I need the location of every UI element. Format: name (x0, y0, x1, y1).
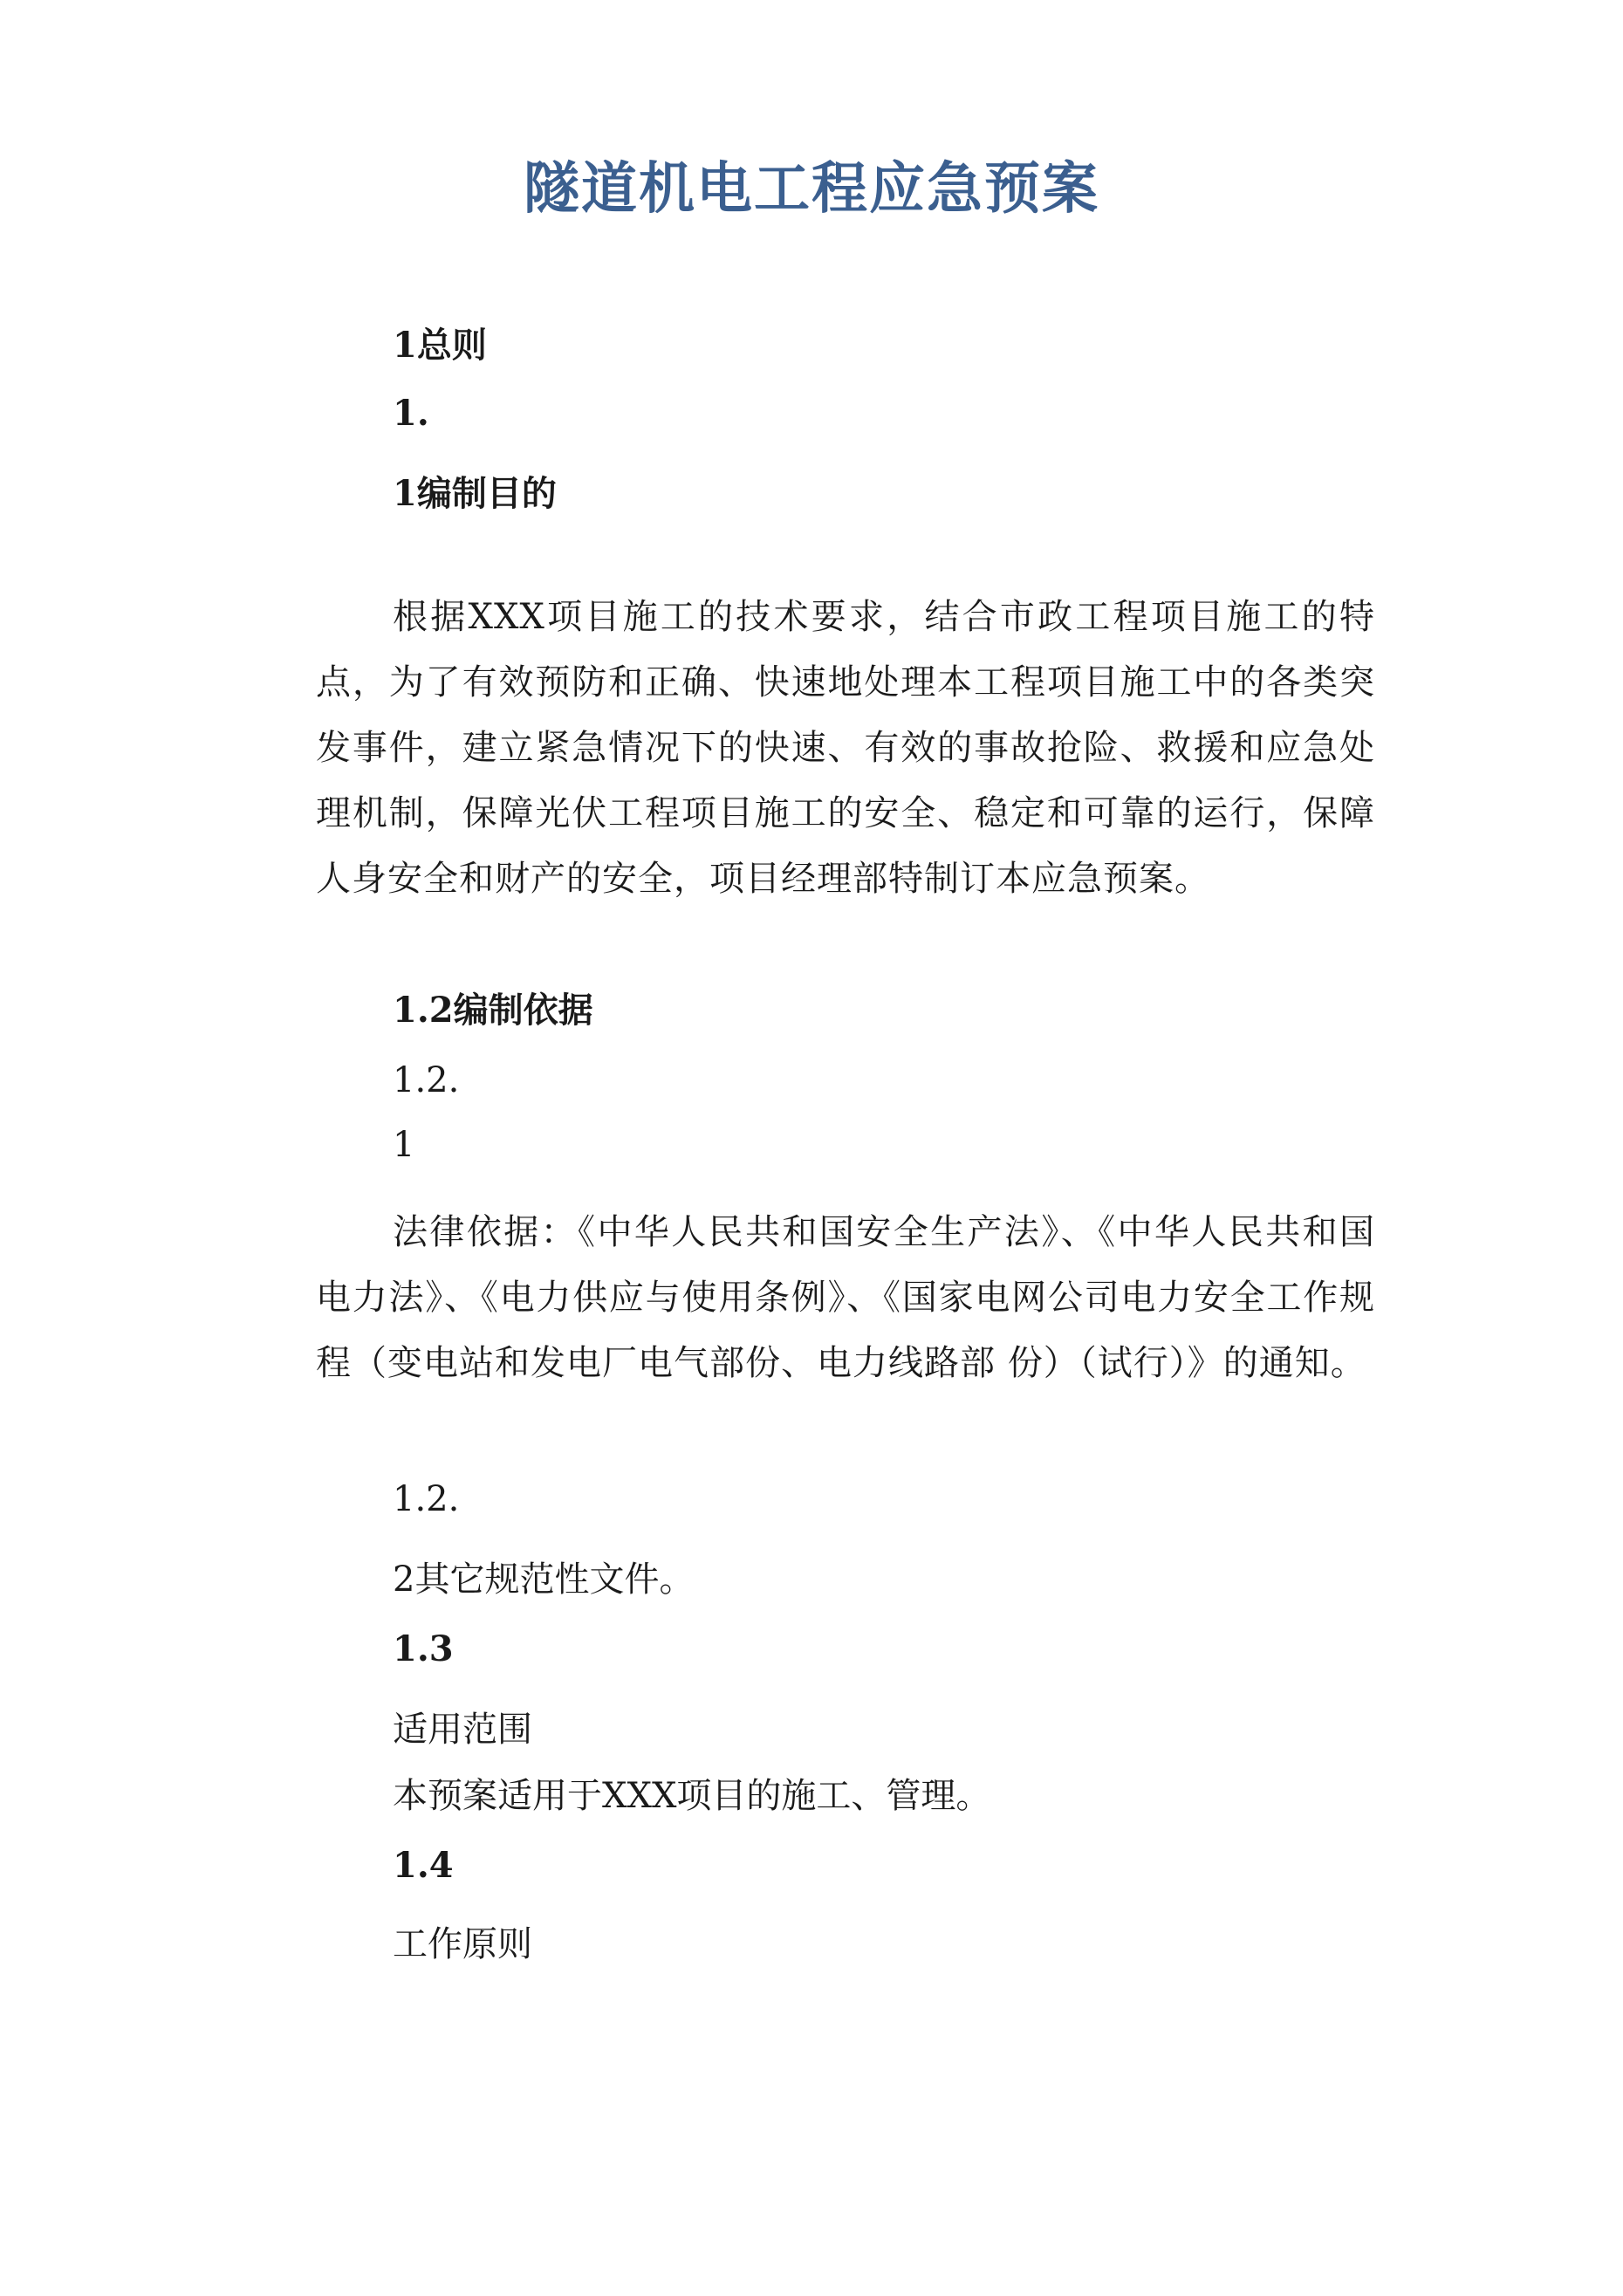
heading-scope: 适用范围 (393, 1710, 532, 1750)
heading-basis: 1.2编制依据 (393, 990, 593, 1031)
heading-purpose: 1编制目的 (393, 473, 557, 514)
heading-1-2-1-number: 1.2. (393, 1060, 460, 1100)
paragraph-scope: 本预案适用于XXX项目的施工、管理。 (393, 1776, 991, 1816)
paragraph-legal-basis: 法律依据：《中华人民共和国安全生产法》、《中华人民共和国电力法》、《电力供应与使用条例》、《国家电网公司电力安全工作规程（变电站和发电厂电气部份、电力线路部 份）（试行）》的通知。 (316, 1212, 1375, 1383)
paragraph-purpose: 根据XXX项目施工的技术要求，结合市政工程项目施工的特点，为了有效预防和正确、快速地处理本工程项目施工中的各类突发事件，建立紧急情况下的快速、有效的事故抢险、救援和应急处理机制，保障光伏工程项目施工的安全、稳定和可靠的运行，保障人身安全和财产的安全，项目经理部特制订本应急预案。 (316, 597, 1375, 899)
heading-1-3-number: 1.3 (393, 1628, 454, 1669)
heading-principles: 工作原则 (393, 1924, 532, 1964)
heading-1-2-2-number: 1.2. (393, 1479, 460, 1519)
heading-1-4-number: 1.4 (393, 1845, 454, 1886)
heading-general: 1总则 (393, 325, 487, 366)
heading-1-1-number: 1. (393, 393, 429, 434)
heading-other-documents: 2其它规范性文件。 (393, 1559, 695, 1600)
document-title: 隧道机电工程应急预案 (524, 157, 1099, 222)
heading-1-2-1-suffix: 1 (393, 1125, 415, 1165)
